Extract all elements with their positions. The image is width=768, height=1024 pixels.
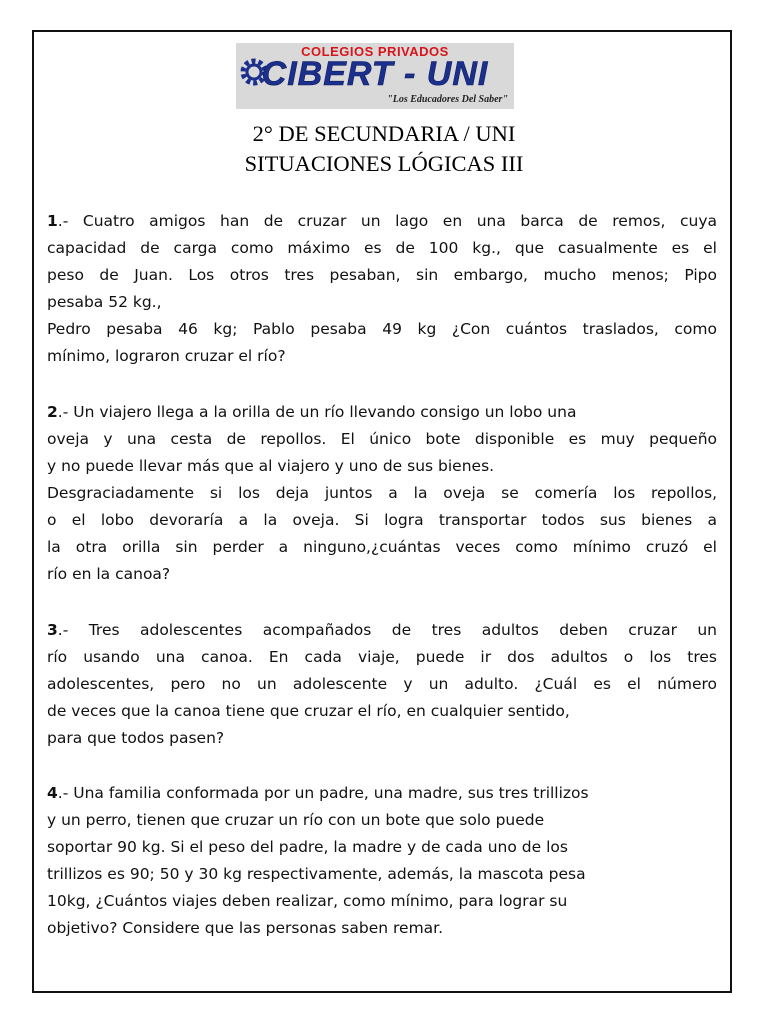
problem-2: [47, 399, 717, 588]
problem-line: o el lobo devoraría a la oveja. Si logra transportar todos sus bienes a: [47, 511, 717, 529]
problem-text: .- Cuatro amigos han de cruzar un lago en una barca de remos, cuya: [57, 212, 717, 230]
logo-motto: "Los Educadores Del Saber": [387, 94, 508, 105]
problem-text: .- Tres adolescentes acompañados de tres adultos deben cruzar un: [57, 621, 717, 639]
problem-line: objetivo? Considere que las personas saben remar.: [47, 919, 444, 937]
problem-line: mínimo, lograron cruzar el río?: [47, 347, 286, 365]
school-logo: [236, 43, 514, 109]
problem-line: [47, 617, 717, 644]
problem-number: 1: [47, 212, 58, 230]
problem-1: [47, 208, 717, 370]
page-title-topic: SITUACIONES LÓGICAS III: [244, 151, 524, 176]
problem-line: [47, 208, 717, 235]
logo-top-text: COLEGIOS PRIVADOS: [301, 44, 449, 59]
problem-number: 3: [47, 621, 58, 639]
problem-line: adolescentes, pero no un adolescente y un adulto. ¿Cuál es el número: [47, 675, 717, 693]
problem-line: Pedro pesaba 46 kg; Pablo pesaba 49 kg ¿Con cuántos traslados, como: [47, 320, 717, 338]
problem-4: [47, 780, 717, 942]
problem-line: y no puede llevar más que al viajero y uno de sus bienes.: [47, 457, 495, 475]
problem-line: trillizos es 90; 50 y 30 kg respectivamente, además, la mascota pesa: [47, 865, 586, 883]
problem-line: peso de Juan. Los otros tres pesaban, sin embargo, mucho menos; Pipo: [47, 266, 717, 284]
page-title-grade: 2° DE SECUNDARIA / UNI: [252, 121, 516, 146]
problem-line: de veces que la canoa tiene que cruzar el río, en cualquier sentido,: [47, 702, 570, 720]
problem-text: .- Una familia conformada por un padre, una madre, sus tres trillizos: [57, 784, 589, 802]
problem-line: río en la canoa?: [47, 565, 171, 583]
problem-line: Desgraciadamente si los deja juntos a la oveja se comería los repollos,: [47, 484, 717, 502]
problem-line: oveja y una cesta de repollos. El único bote disponible es muy pequeño: [47, 430, 717, 448]
problem-line: y un perro, tienen que cruzar un río con un bote que solo puede: [47, 811, 545, 829]
problem-number: 4: [47, 784, 58, 802]
logo-main-text: CIBERT - UNI: [261, 55, 489, 93]
problem-line: [47, 780, 717, 807]
problem-3: [47, 617, 717, 752]
problem-line: soportar 90 kg. Si el peso del padre, la madre y de cada uno de los: [47, 838, 568, 856]
problem-line: pesaba 52 kg.,: [47, 293, 162, 311]
problem-text: .- Un viajero llega a la orilla de un río llevando consigo un lobo una: [57, 403, 577, 421]
problem-line: para que todos pasen?: [47, 729, 225, 747]
problem-line: 10kg, ¿Cuántos viajes deben realizar, como mínimo, para lograr su: [47, 892, 568, 910]
problem-line: río usando una canoa. En cada viaje, puede ir dos adultos o los tres: [47, 648, 717, 666]
problem-line: [47, 399, 717, 426]
problem-number: 2: [47, 403, 58, 421]
problem-line: capacidad de carga como máximo es de 100 kg., que casualmente es el: [47, 239, 717, 257]
problem-line: la otra orilla sin perder a ninguno,¿cuántas veces como mínimo cruzó el: [47, 538, 717, 556]
